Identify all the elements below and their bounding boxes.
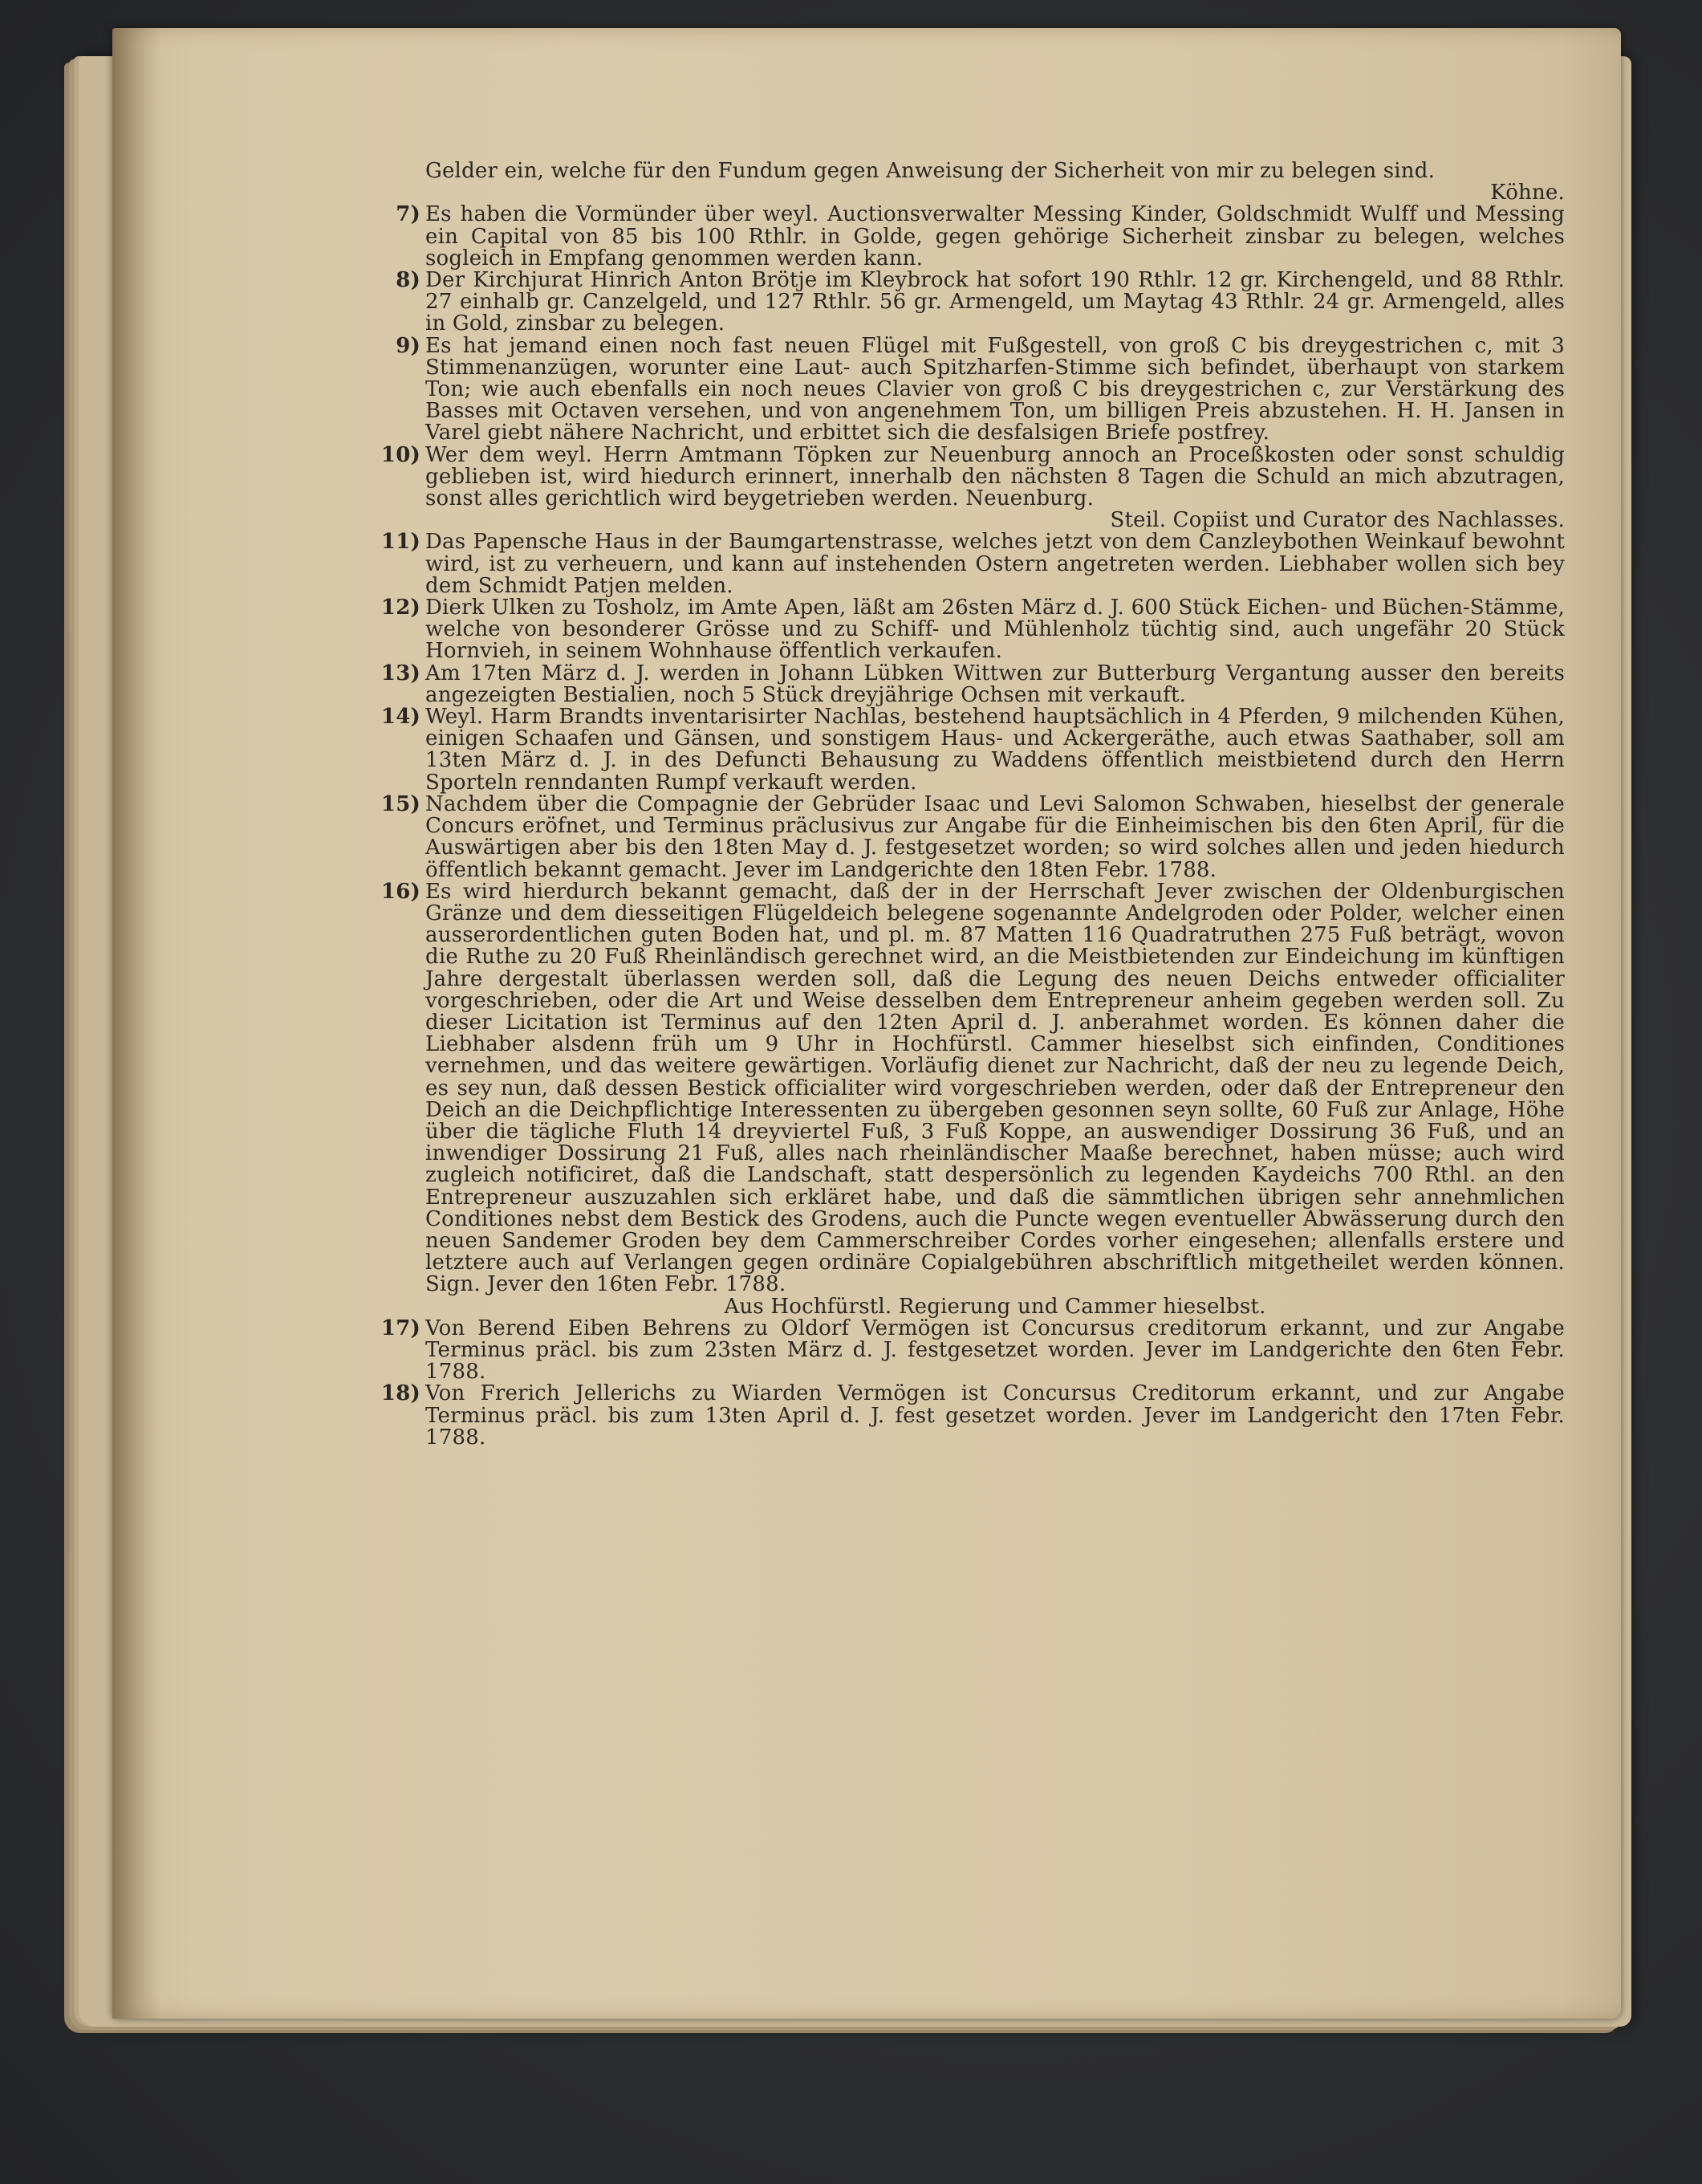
notice-entry-15 bbox=[380, 791, 1565, 882]
notice-entry-10 bbox=[380, 442, 1565, 533]
entry-number: 12) bbox=[380, 596, 420, 620]
notice-entry-12 bbox=[380, 596, 1565, 664]
entry-text: Das Papensche Haus in der Baumgartenstrasse, welches jetzt von dem Canzleybothen Weinkauf bewohnt wird, ist zu verheuern, und kann auf instehenden Ostern angetreten werden. Liebhaber wollen sich bey dem Schmidt Patjen melden. bbox=[425, 530, 1565, 598]
notice-entry-14 bbox=[380, 705, 1565, 795]
entry-number: 10) bbox=[380, 442, 420, 467]
lead-signature: Köhne. bbox=[1490, 181, 1565, 205]
entry-number: 16) bbox=[380, 879, 420, 904]
notice-entry-7 bbox=[396, 202, 1565, 270]
entry-signature: Aus Hochfürstl. Regierung und Cammer hieselbst. bbox=[724, 1294, 1266, 1319]
entry-number: 11) bbox=[380, 530, 420, 555]
notice-entry-8 bbox=[396, 268, 1565, 336]
notice-entry-18 bbox=[380, 1381, 1565, 1450]
entry-number: 18) bbox=[380, 1381, 420, 1406]
notice-entry-13 bbox=[380, 661, 1565, 707]
entry-number: 15) bbox=[380, 791, 420, 816]
gutter-shadow bbox=[112, 28, 160, 2019]
entry-text: Am 17ten März d. J. werden in Johann Lübken Wittwen zur Butterburg Vergantung ausser den bereits angezeigten Bestialien, noch 5 Stück dreyjährige Ochsen mit verkauft. bbox=[425, 661, 1565, 707]
entry-text: Nachdem über die Compagnie der Gebrüder Isaac und Levi Salomon Schwaben, hieselbst der generale Concurs eröfnet, und Terminus präclusivus zur Angabe für die Einheimischen bis den 6ten April, für die Auswärtigen aber bis den 18ten May d. J. festgesetzet worden; so wird solches allen und jeden hiedurch öffentlich bekannt gemacht. Jever im Landgerichte den 18ten Febr. 1788. bbox=[425, 791, 1565, 882]
entry-text: Dierk Ulken zu Tosholz, im Amte Apen, läßt am 26sten März d. J. 600 Stück Eichen- und Büchen-Stämme, welche von besonderer Grösse und zu Schiff- und Mühlenholz tüchtig sind, auch ungefähr 20 Stück Hornvieh, in seinem Wohnhause öffentlich verkaufen. bbox=[425, 596, 1565, 664]
entry-signature: Steil. Copiist und Curator des Nachlasses. bbox=[1110, 508, 1565, 533]
notice-entry-16 bbox=[380, 879, 1565, 1319]
entry-number: 7) bbox=[396, 202, 420, 227]
entry-text: Es haben die Vormünder über weyl. Auctionsverwalter Messing Kinder, Goldschmidt Wulff und Messing ein Capital von 85 bis 100 Rthlr. in Golde, gegen gehörige Sicherheit zinsbar zu belegen, welches sogleich in Empfang genommen werden kann. bbox=[425, 202, 1565, 270]
entry-number: 13) bbox=[380, 661, 420, 685]
page-text bbox=[380, 159, 1565, 1450]
notice-entry-9 bbox=[396, 333, 1565, 445]
entry-text: Weyl. Harm Brandts inventarisirter Nachlas, bestehend hauptsächlich in 4 Pferden, 9 milchenden Kühen, einigen Schaafen und Gänsen, und sonstigem Haus- und Ackergeräthe, auch etwas Saathaber, soll am 13ten März d. J. in des Defuncti Behausung zu Waddens öffentlich meistbietend durch den Herrn Sporteln renndanten Rumpf verkauft werden. bbox=[425, 705, 1565, 795]
entry-text: Der Kirchjurat Hinrich Anton Brötje im Kleybrock hat sofort 190 Rthlr. 12 gr. Kirchengeld, und 88 Rthlr. 27 einhalb gr. Canzelgeld, und 127 Rthlr. 56 gr. Armengeld, um Maytag 43 Rthlr. 24 gr. Armengeld, alles in Gold, zinsbar zu belegen. bbox=[425, 268, 1565, 336]
entry-text: Es hat jemand einen noch fast neuen Flügel mit Fußgestell, von groß C bis dreygestrichen c, mit 3 Stimmenanzügen, worunter eine Laut- auch Spitzharfen-Stimme sich befindet, überhaupt von starkem Ton; wie auch ebenfalls ein noch neues Clavier von groß C bis dreygestrichen c, zur Verstärkung des Basses mit Octaven versehen, und von angenehmem Ton, um billigen Preis abzustehen. H. H. Jansen in Varel giebt nähere Nachricht, und erbittet sich die desfalsigen Briefe postfrey. bbox=[425, 333, 1565, 445]
entry-number: 14) bbox=[380, 705, 420, 730]
entry-number: 17) bbox=[380, 1316, 420, 1340]
entry-text: Wer dem weyl. Herrn Amtmann Töpken zur Neuenburg annoch an Proceßkosten oder sonst schuldig geblieben ist, wird hiedurch erinnert, innerhalb den nächsten 8 Tagen die Schuld an mich abzutragen, sonst alles gerichtlich wird beygetrieben werden. Neuenburg. bbox=[425, 442, 1565, 511]
notice-entry-17 bbox=[380, 1316, 1565, 1385]
lead-paragraph: Gelder ein, welche für den Fundum gegen Anweisung der Sicherheit von mir zu belegen sind. bbox=[425, 159, 1436, 183]
notice-entry-11 bbox=[380, 530, 1565, 598]
entry-text: Es wird hierdurch bekannt gemacht, daß der in der Herrschaft Jever zwischen der Oldenburgischen Gränze und dem diesseitigen Flügeldeich belegene sogenannte Andelgroden oder Polder, welcher einen ausserordentlichen guten Boden hat, und pl. m. 87 Matten 116 Quadratruthen 275 Fuß beträgt, wovon die Ruthe zu 20 Fuß Rheinländisch gerechnet wird, an die Meistbietenden zur Eindeichung im künftigen Jahre dergestalt überlassen werden soll, daß die Legung des neuen Deichs entweder officialiter vorgeschrieben, oder die Art und Weise desselben dem Entrepreneur anheim gegeben werden soll. Zu dieser Licitation ist Terminus auf den 12ten April d. J. anberahmet worden. Es können daher die Liebhaber alsdenn früh um 9 Uhr in Hochfürstl. Cammer hieselbst sich einfinden, Conditiones vernehmen, und das weitere gewärtigen. Vorläufig dienet zur Nachricht, daß der neu zu legende Deich, es sey nun, daß dessen Bestick officialiter wird vorgeschrieben werden, oder daß der Entrepreneur den Deich an die Deichpflichtige Interessenten zu übergeben gesonnen seyn sollte, 60 Fuß zur Anlage, Höhe über die tägliche Fluth 14 dreyviertel Fuß, 3 Fuß Koppe, an auswendiger Dossirung 36 Fuß, und an inwendiger Dossirung 21 Fuß, alles nach rheinländischer Maaße berechnet, haben müsse; auch wird zugleich notificiret, daß die Landschaft, statt despersönlich zu legenden Kaydeichs 700 Rthl. an den Entrepreneur auszuzahlen sich erkläret habe, und daß die sämmtlichen übrigen sehr annehmlichen Conditiones nebst dem Bestick des Grodens, auch die Puncte wegen eventueller Abwässerung durch den neuen Sandemer Groden bey dem Cammerschreiber Cordes vorher eingesehen; allenfalls erstere und letztere auch auf Verlangen gegen ordinäre Copialgebühren abschriftlich mitgetheilet werden können. Sign. Jever den 16ten Febr. 1788. bbox=[425, 879, 1565, 1297]
entry-text: Von Frerich Jellerichs zu Wiarden Vermögen ist Concursus Creditorum erkannt, und zur Angabe Terminus präcl. bis zum 13ten April d. J. fest gesetzet worden. Jever im Landgericht den 17ten Febr. 1788. bbox=[425, 1381, 1565, 1450]
entry-number: 8) bbox=[396, 268, 420, 293]
entry-number: 9) bbox=[396, 333, 420, 358]
entry-text: Von Berend Eiben Behrens zu Oldorf Vermögen ist Concursus creditorum erkannt, und zur Angabe Terminus präcl. bis zum 23sten März d. J. festgesetzet worden. Jever im Landgerichte den 6ten Febr. 1788. bbox=[425, 1316, 1565, 1385]
